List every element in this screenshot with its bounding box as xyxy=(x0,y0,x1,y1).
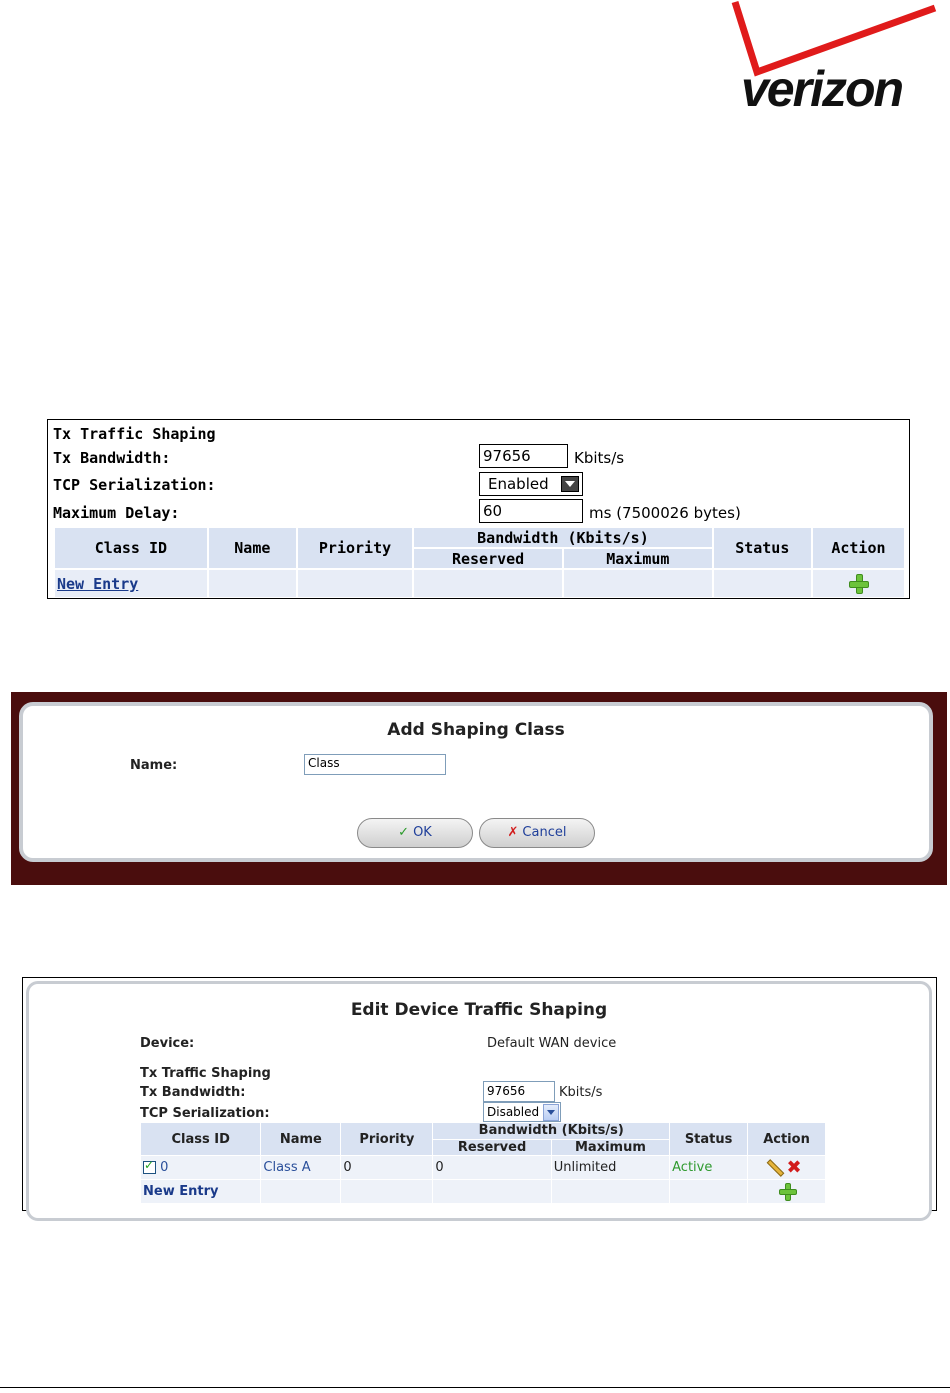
col-reserved: Reserved xyxy=(414,549,562,568)
edit-pencil-icon[interactable] xyxy=(767,1159,785,1177)
name-label: Name: xyxy=(130,758,178,773)
chevron-down-icon[interactable] xyxy=(561,476,579,492)
maximum-delay-label: Maximum Delay: xyxy=(53,504,180,522)
shaping-class-table xyxy=(140,1122,826,1204)
ok-button[interactable] xyxy=(357,818,473,848)
logo-wordmark: verizon xyxy=(741,61,903,117)
verizon-logo xyxy=(725,0,940,125)
tx-bandwidth-unit: Kbits/s xyxy=(574,449,625,467)
col-maximum: Maximum xyxy=(552,1140,669,1156)
col-priority: Priority xyxy=(341,1123,432,1155)
tx-bandwidth-input[interactable]: 97656 xyxy=(483,1081,555,1102)
col-reserved: Reserved xyxy=(433,1140,550,1156)
dialog-content xyxy=(19,702,933,862)
tcp-serialization-select[interactable] xyxy=(483,1102,561,1122)
new-entry-link[interactable]: New Entry xyxy=(57,574,139,593)
page-footer-rule xyxy=(0,1387,950,1388)
dialog-title: Add Shaping Class xyxy=(387,720,565,740)
class-checkbox[interactable] xyxy=(143,1161,156,1174)
tcp-serialization-select[interactable] xyxy=(479,472,583,496)
tcp-serialization-value: Enabled xyxy=(488,475,549,493)
cancel-button-label: Cancel xyxy=(522,825,567,840)
device-label: Device: xyxy=(140,1036,195,1051)
col-priority: Priority xyxy=(298,528,412,568)
col-name: Name xyxy=(261,1123,340,1155)
chevron-down-icon[interactable] xyxy=(543,1104,559,1121)
col-status: Status xyxy=(714,528,811,568)
status-value: Active xyxy=(670,1156,747,1179)
cancel-button[interactable] xyxy=(479,818,595,848)
add-entry-icon[interactable] xyxy=(779,1183,797,1201)
tx-traffic-shaping-heading: Tx Traffic Shaping xyxy=(140,1066,271,1081)
class-id-value: 0 xyxy=(160,1160,169,1175)
tx-bandwidth-label: Tx Bandwidth: xyxy=(53,449,171,467)
maximum-delay-input[interactable]: 60 xyxy=(479,499,583,523)
check-icon: ✓ xyxy=(398,825,410,840)
col-bandwidth: Bandwidth (Kbits/s) xyxy=(433,1123,669,1139)
col-maximum: Maximum xyxy=(564,549,712,568)
col-status: Status xyxy=(670,1123,747,1155)
x-icon: ✗ xyxy=(507,825,519,840)
panel-content xyxy=(26,981,932,1221)
col-class-id: Class ID xyxy=(55,528,207,568)
shaping-class-table xyxy=(53,526,906,599)
maximum-value: Unlimited xyxy=(552,1156,669,1179)
delete-icon[interactable]: ✖ xyxy=(786,1157,802,1178)
tx-bandwidth-input[interactable]: 97656 xyxy=(479,444,568,468)
table-row xyxy=(55,570,904,597)
maximum-delay-unit: ms (7500026 bytes) xyxy=(589,504,741,522)
col-class-id: Class ID xyxy=(141,1123,260,1155)
col-action: Action xyxy=(748,1123,825,1155)
edit-device-traffic-shaping-panel xyxy=(22,977,937,1211)
tcp-serialization-value: Disabled xyxy=(487,1105,540,1119)
tx-bandwidth-unit: Kbits/s xyxy=(559,1085,603,1100)
table-row xyxy=(141,1180,825,1203)
tcp-serialization-label: TCP Serialization: xyxy=(140,1106,270,1121)
tcp-serialization-label: TCP Serialization: xyxy=(53,476,216,494)
col-bandwidth: Bandwidth (Kbits/s) xyxy=(414,528,712,547)
add-entry-icon[interactable] xyxy=(849,574,869,594)
new-entry-link[interactable]: New Entry xyxy=(143,1184,219,1199)
tx-traffic-shaping-heading: Tx Traffic Shaping xyxy=(53,425,216,443)
class-name-value[interactable]: Class A xyxy=(261,1156,340,1179)
tx-bandwidth-label: Tx Bandwidth: xyxy=(140,1085,246,1100)
device-value: Default WAN device xyxy=(487,1036,617,1051)
name-input[interactable]: Class xyxy=(304,754,446,775)
col-action: Action xyxy=(813,528,904,568)
reserved-value: 0 xyxy=(433,1156,550,1179)
panel-title: Edit Device Traffic Shaping xyxy=(350,1000,608,1020)
priority-value: 0 xyxy=(341,1156,432,1179)
tx-traffic-shaping-panel xyxy=(47,419,910,599)
add-shaping-class-dialog xyxy=(11,692,947,885)
ok-button-label: OK xyxy=(413,825,432,840)
table-row xyxy=(141,1156,825,1179)
col-name: Name xyxy=(209,528,296,568)
